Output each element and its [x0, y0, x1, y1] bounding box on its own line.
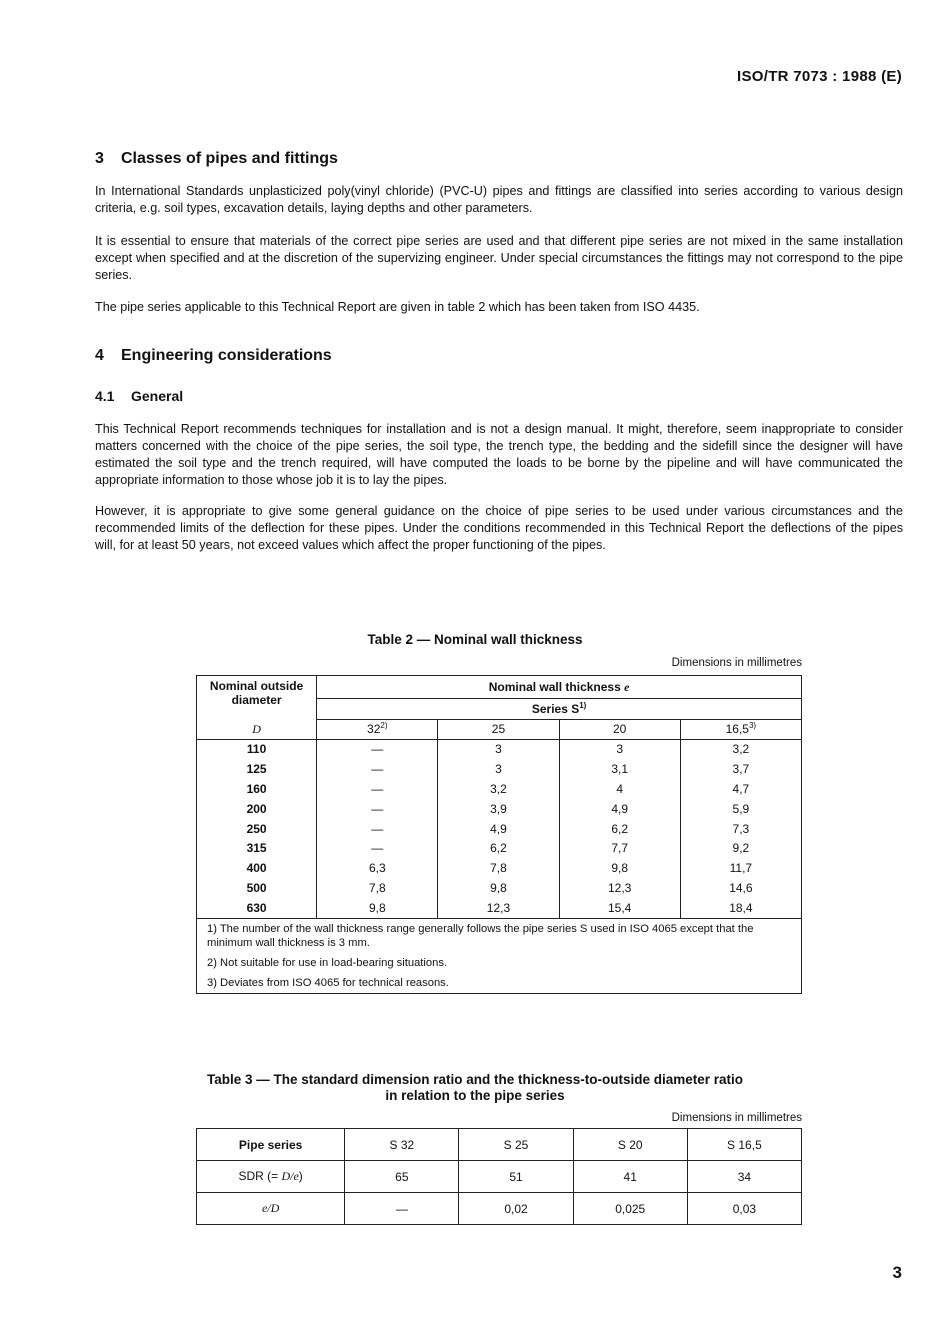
- table-2-row: [197, 878, 802, 898]
- table-2-dimensions-note: Dimensions in millimetres: [671, 657, 802, 669]
- e-over-d-value: 0,02: [459, 1193, 573, 1225]
- pipe-series-cell: S 16,5: [687, 1129, 801, 1161]
- pipe-series-label: Pipe series: [197, 1129, 345, 1161]
- wall-thickness-cell: 9,8: [317, 898, 438, 918]
- sdr-value: 34: [687, 1161, 801, 1193]
- wall-thickness-cell: 3,7: [680, 759, 801, 779]
- table-2-row: [197, 838, 802, 858]
- table-2-row: [197, 739, 802, 759]
- series-footnote-ref: 2): [380, 721, 388, 731]
- e-over-d-value: 0,025: [573, 1193, 687, 1225]
- series-header-footnote-ref: 1): [579, 701, 587, 710]
- table-2-caption: Table 2 — Nominal wall thickness: [367, 632, 583, 647]
- sdr-value: 65: [345, 1161, 459, 1193]
- page-number: 3: [892, 1263, 902, 1282]
- section-3-number: 3: [95, 150, 104, 167]
- wall-thickness-cell: 12,3: [438, 898, 559, 918]
- wall-thickness-cell: 3,9: [438, 799, 559, 819]
- section-4-1-title: General: [131, 388, 184, 404]
- wall-thickness-cell: —: [317, 819, 438, 839]
- table-2-row: [197, 819, 802, 839]
- table-3-caption-line-1: Table 3 — The standard dimension ratio and the thickness-to-outside diameter ratio: [206, 1072, 744, 1087]
- wall-thickness-cell: 18,4: [680, 898, 801, 918]
- outside-diameter-cell: 400: [197, 858, 317, 878]
- wall-thickness-cell: —: [317, 799, 438, 819]
- section-4-paragraph-1: This Technical Report recommends techniques for installation and is not a design manual. It might, therefore, seem inappropriate to consider matters concerned with the choice of the pipe series, the soil type, the trench type, the bedding and the sidefill since the designer will have estimated the soil type and the trench required, will have computed the loads to be borne by the pipeline and will have communicated the appropriate information to those whose job it is to lay the pipes.: [95, 422, 903, 487]
- wall-thickness-cell: 9,2: [680, 838, 801, 858]
- table-2-footnote-2: 2) Not suitable for use in load-bearing situations.: [197, 953, 802, 973]
- series-label: 25: [491, 722, 506, 737]
- series-header-label: Series S: [531, 702, 580, 716]
- section-4-title: Engineering considerations: [121, 347, 332, 364]
- wall-thickness-cell: 6,2: [559, 819, 680, 839]
- series-16-5-header: [680, 720, 801, 740]
- wall-thickness-cell: 3: [438, 759, 559, 779]
- table-2-row: [197, 858, 802, 878]
- section-4-1-heading: [95, 388, 183, 404]
- sdr-value: 51: [459, 1161, 573, 1193]
- wall-thickness-cell: 4,7: [680, 779, 801, 799]
- section-4-1-number: 4.1: [95, 388, 115, 404]
- wall-thickness-cell: 3,2: [438, 779, 559, 799]
- sdr-value: 41: [573, 1161, 687, 1193]
- wall-thickness-cell: 5,9: [680, 799, 801, 819]
- table-3-caption: [0, 1072, 950, 1104]
- diameter-symbol: D: [252, 721, 261, 736]
- section-4-number: 4: [95, 347, 104, 364]
- wall-thickness-cell: 6,2: [438, 838, 559, 858]
- outside-diameter-cell: 110: [197, 739, 317, 759]
- wall-thickness-cell: 4,9: [438, 819, 559, 839]
- wall-thickness-cell: 14,6: [680, 878, 801, 898]
- section-3-paragraph-3: The pipe series applicable to this Technical Report are given in table 2 which has been taken from ISO 4435.: [95, 300, 700, 314]
- diameter-symbol-cell: [197, 720, 317, 740]
- wall-thickness-cell: 7,8: [317, 878, 438, 898]
- document-reference: ISO/TR 7073 : 1988 (E): [736, 68, 902, 85]
- section-3-paragraph-1: In International Standards unplasticized poly(vinyl chloride) (PVC-U) pipes and fittings are classified into series according to various design criteria, e.g. soil types, excavation details, laying depths and other parameters.: [95, 184, 903, 215]
- wall-thickness-cell: 12,3: [559, 878, 680, 898]
- pipe-series-row: [197, 1129, 802, 1161]
- table-2-body: [197, 739, 802, 918]
- outside-diameter-cell: 160: [197, 779, 317, 799]
- pipe-series-cell: S 20: [573, 1129, 687, 1161]
- e-over-d-label: [197, 1193, 345, 1225]
- nominal-diameter-header-label: Nominal outside diameter: [209, 679, 304, 707]
- wall-thickness-cell: 3: [438, 739, 559, 759]
- wall-thickness-cell: —: [317, 739, 438, 759]
- wall-thickness-cell: 7,3: [680, 819, 801, 839]
- outside-diameter-cell: 125: [197, 759, 317, 779]
- pipe-series-cell: S 25: [459, 1129, 573, 1161]
- wall-thickness-group-header: [317, 676, 802, 699]
- outside-diameter-cell: 315: [197, 838, 317, 858]
- wall-thickness-cell: 3,1: [559, 759, 680, 779]
- section-3-title: Classes of pipes and fittings: [121, 150, 338, 167]
- table-3-caption-line-2: in relation to the pipe series: [385, 1088, 565, 1103]
- wall-thickness-cell: 4: [559, 779, 680, 799]
- wall-thickness-cell: 9,8: [438, 878, 559, 898]
- wall-thickness-symbol: e: [624, 679, 630, 694]
- wall-thickness-cell: 7,8: [438, 858, 559, 878]
- e-over-d-value: 0,03: [687, 1193, 801, 1225]
- section-3-heading: [95, 150, 338, 168]
- table-2-row: [197, 779, 802, 799]
- series-20-header: [559, 720, 680, 740]
- sdr-label-symbol: D/e: [281, 1169, 299, 1183]
- series-label: 20: [612, 722, 627, 737]
- e-over-d-symbol: e/D: [261, 1201, 280, 1215]
- wall-thickness-cell: 7,7: [559, 838, 680, 858]
- e-over-d-value: —: [345, 1193, 459, 1225]
- wall-thickness-group-label: Nominal wall thickness: [488, 679, 621, 694]
- table-3: [196, 1128, 802, 1225]
- nominal-diameter-header: [197, 676, 317, 720]
- series-header: [317, 699, 802, 720]
- table-2-row: [197, 799, 802, 819]
- wall-thickness-cell: 3,2: [680, 739, 801, 759]
- wall-thickness-cell: 11,7: [680, 858, 801, 878]
- table-3-dimensions-note: Dimensions in millimetres: [671, 1112, 802, 1124]
- wall-thickness-cell: 9,8: [559, 858, 680, 878]
- pipe-series-cell: S 32: [345, 1129, 459, 1161]
- series-footnote-ref: 3): [748, 721, 757, 731]
- table-2-row: [197, 898, 802, 918]
- outside-diameter-cell: 200: [197, 799, 317, 819]
- wall-thickness-cell: 4,9: [559, 799, 680, 819]
- wall-thickness-cell: —: [317, 779, 438, 799]
- section-4-heading: [95, 347, 332, 365]
- series-32-header: [317, 720, 438, 740]
- series-label: 32: [367, 722, 381, 737]
- outside-diameter-cell: 250: [197, 819, 317, 839]
- wall-thickness-cell: 3: [559, 739, 680, 759]
- section-4-paragraph-2: However, it is appropriate to give some general guidance on the choice of pipe series to be used under various circumstances and the recommended limits of the deflection for these pipes. Under the conditions recommended in this Technical Report the deflections of the pipes will, for at least 50 years, not exceed values which affect the proper functioning of the pipes.: [95, 504, 903, 552]
- sdr-label-suffix: ): [298, 1169, 303, 1183]
- series-label: 16,5: [725, 722, 749, 737]
- outside-diameter-cell: 630: [197, 898, 317, 918]
- wall-thickness-cell: 15,4: [559, 898, 680, 918]
- table-2: [196, 675, 802, 994]
- sdr-label-prefix: SDR (=: [238, 1169, 282, 1183]
- section-3-paragraph-2: It is essential to ensure that materials of the correct pipe series are used and that different pipe series are not mixed in the same installation except when specified and at the discretion of the supervizing engineer. Under special circumstances the fittings may not correspond to the pipe series.: [95, 234, 903, 282]
- wall-thickness-cell: —: [317, 759, 438, 779]
- table-2-footnote-1: 1) The number of the wall thickness range generally follows the pipe series S used in ISO 4065 except that the minimum wall thickness is 3 mm.: [197, 918, 802, 953]
- outside-diameter-cell: 500: [197, 878, 317, 898]
- wall-thickness-cell: 6,3: [317, 858, 438, 878]
- sdr-label: [197, 1161, 345, 1193]
- sdr-row: [197, 1161, 802, 1193]
- e-over-d-row: [197, 1193, 802, 1225]
- table-2-row: [197, 759, 802, 779]
- wall-thickness-cell: —: [317, 838, 438, 858]
- series-25-header: [438, 720, 559, 740]
- table-2-footnote-3: 3) Deviates from ISO 4065 for technical reasons.: [197, 973, 802, 994]
